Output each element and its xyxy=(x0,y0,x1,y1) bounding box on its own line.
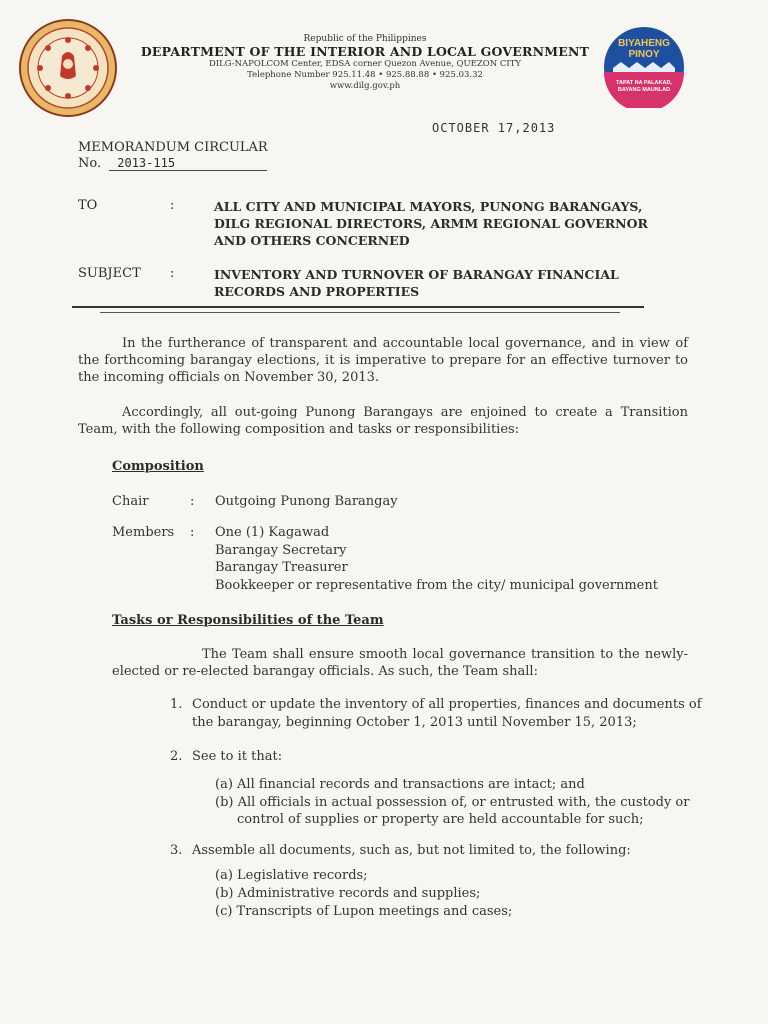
item2a-text: (a) All financial records and transactions are intact; and xyxy=(215,777,585,792)
telephone-text: Telephone Number 925.11.48 • 925.88.88 • 925.03.32 xyxy=(247,70,483,80)
item2b-text: control of supplies or property are held accountable for such; xyxy=(237,812,644,827)
website-text: www.dilg.gov.ph xyxy=(329,81,401,91)
member-item: Bookkeeper or representative from the city/ municipal government xyxy=(215,578,658,593)
address-text: DILG-NAPOLCOM Center, EDSA corner Quezon Avenue, QUEZON CITY xyxy=(208,59,522,69)
biyaheng-pinoy-logo xyxy=(603,26,685,108)
chair-label: Chair xyxy=(112,494,149,509)
member-item: One (1) Kagawad xyxy=(215,525,330,540)
chair-colon: : xyxy=(190,494,195,509)
composition-heading: Composition xyxy=(112,459,204,474)
subject-text xyxy=(214,266,654,300)
paragraph-team-shall: The Team shall ensure smooth local governance transition to the newly-elected or re-elected barangay officials. As such, the Team shall: xyxy=(112,647,688,679)
subject-line: INVENTORY AND TURNOVER OF BARANGAY FINANCIAL xyxy=(214,267,619,282)
item2-text: See to it that: xyxy=(192,749,283,764)
department-name: DEPARTMENT OF THE INTERIOR AND LOCAL GOVERNMENT xyxy=(140,44,590,59)
memo-title: MEMORANDUM CIRCULAR xyxy=(78,140,268,155)
item3-subitem: (a) Legislative records; xyxy=(215,868,368,883)
memo-number-value: 2013-115 xyxy=(109,156,267,171)
paragraph-intro: In the furtherance of transparent and accountable local governance, and in view of the forthcoming barangay elections, it is imperative to prepare for an effective turnover to the incoming officials on November 30, 2013. xyxy=(78,336,688,385)
members-label: Members xyxy=(112,525,175,540)
subject-colon: : xyxy=(170,266,175,281)
to-line: DILG REGIONAL DIRECTORS, ARMM REGIONAL GOVERNOR xyxy=(214,216,648,231)
paragraph-transition-team: Accordingly, all out-going Punong Barangays are enjoined to create a Transition Team, with the following composition and tasks or responsibilities: xyxy=(78,405,688,437)
members-colon: : xyxy=(190,525,195,540)
item-number: 1. xyxy=(170,697,183,712)
divider-thin xyxy=(100,312,620,313)
item1-text: Conduct or update the inventory of all properties, finances and documents of xyxy=(192,697,702,712)
item2b-text: (b) All officials in actual possession of, or entrusted with, the custody or xyxy=(215,795,690,810)
logo-line2: PINOY xyxy=(628,49,660,60)
memo-date: OCTOBER 17,2013 xyxy=(432,121,556,135)
item-number: 2. xyxy=(170,749,183,764)
to-colon: : xyxy=(170,198,175,213)
subject-label: SUBJECT xyxy=(78,266,141,281)
member-item: Barangay Treasurer xyxy=(215,560,348,575)
logo-tagline2: BAYANG MAUNLAD xyxy=(617,87,671,93)
member-item: Barangay Secretary xyxy=(215,543,347,558)
memo-number-label: No. xyxy=(78,156,102,171)
letterhead xyxy=(130,34,600,92)
republic-text: Republic of the Philippines xyxy=(303,34,427,44)
to-line: AND OTHERS CONCERNED xyxy=(214,233,410,248)
item3-text: Assemble all documents, such as, but not limited to, the following: xyxy=(192,843,631,858)
to-line: ALL CITY AND MUNICIPAL MAYORS, PUNONG BARANGAYS, xyxy=(214,199,643,214)
to-recipients xyxy=(214,198,654,249)
item3-subitem: (c) Transcripts of Lupon meetings and cases; xyxy=(215,904,513,919)
subject-line: RECORDS AND PROPERTIES xyxy=(214,284,420,299)
item1-text: the barangay, beginning October 1, 2013 until November 15, 2013; xyxy=(192,715,637,730)
divider-thick xyxy=(72,306,644,308)
dilg-seal-logo xyxy=(18,18,118,118)
memo-number-row xyxy=(78,156,267,171)
logo-tagline1: TAPAT NA PALAKAD, xyxy=(616,80,672,86)
tasks-heading: Tasks or Responsibilities of the Team xyxy=(112,613,384,628)
to-label: TO xyxy=(78,198,98,213)
item3-subitem: (b) Administrative records and supplies; xyxy=(215,886,481,901)
chair-value: Outgoing Punong Barangay xyxy=(215,494,398,509)
item-number: 3. xyxy=(170,843,183,858)
logo-line1: BIYAHENG xyxy=(618,38,670,49)
